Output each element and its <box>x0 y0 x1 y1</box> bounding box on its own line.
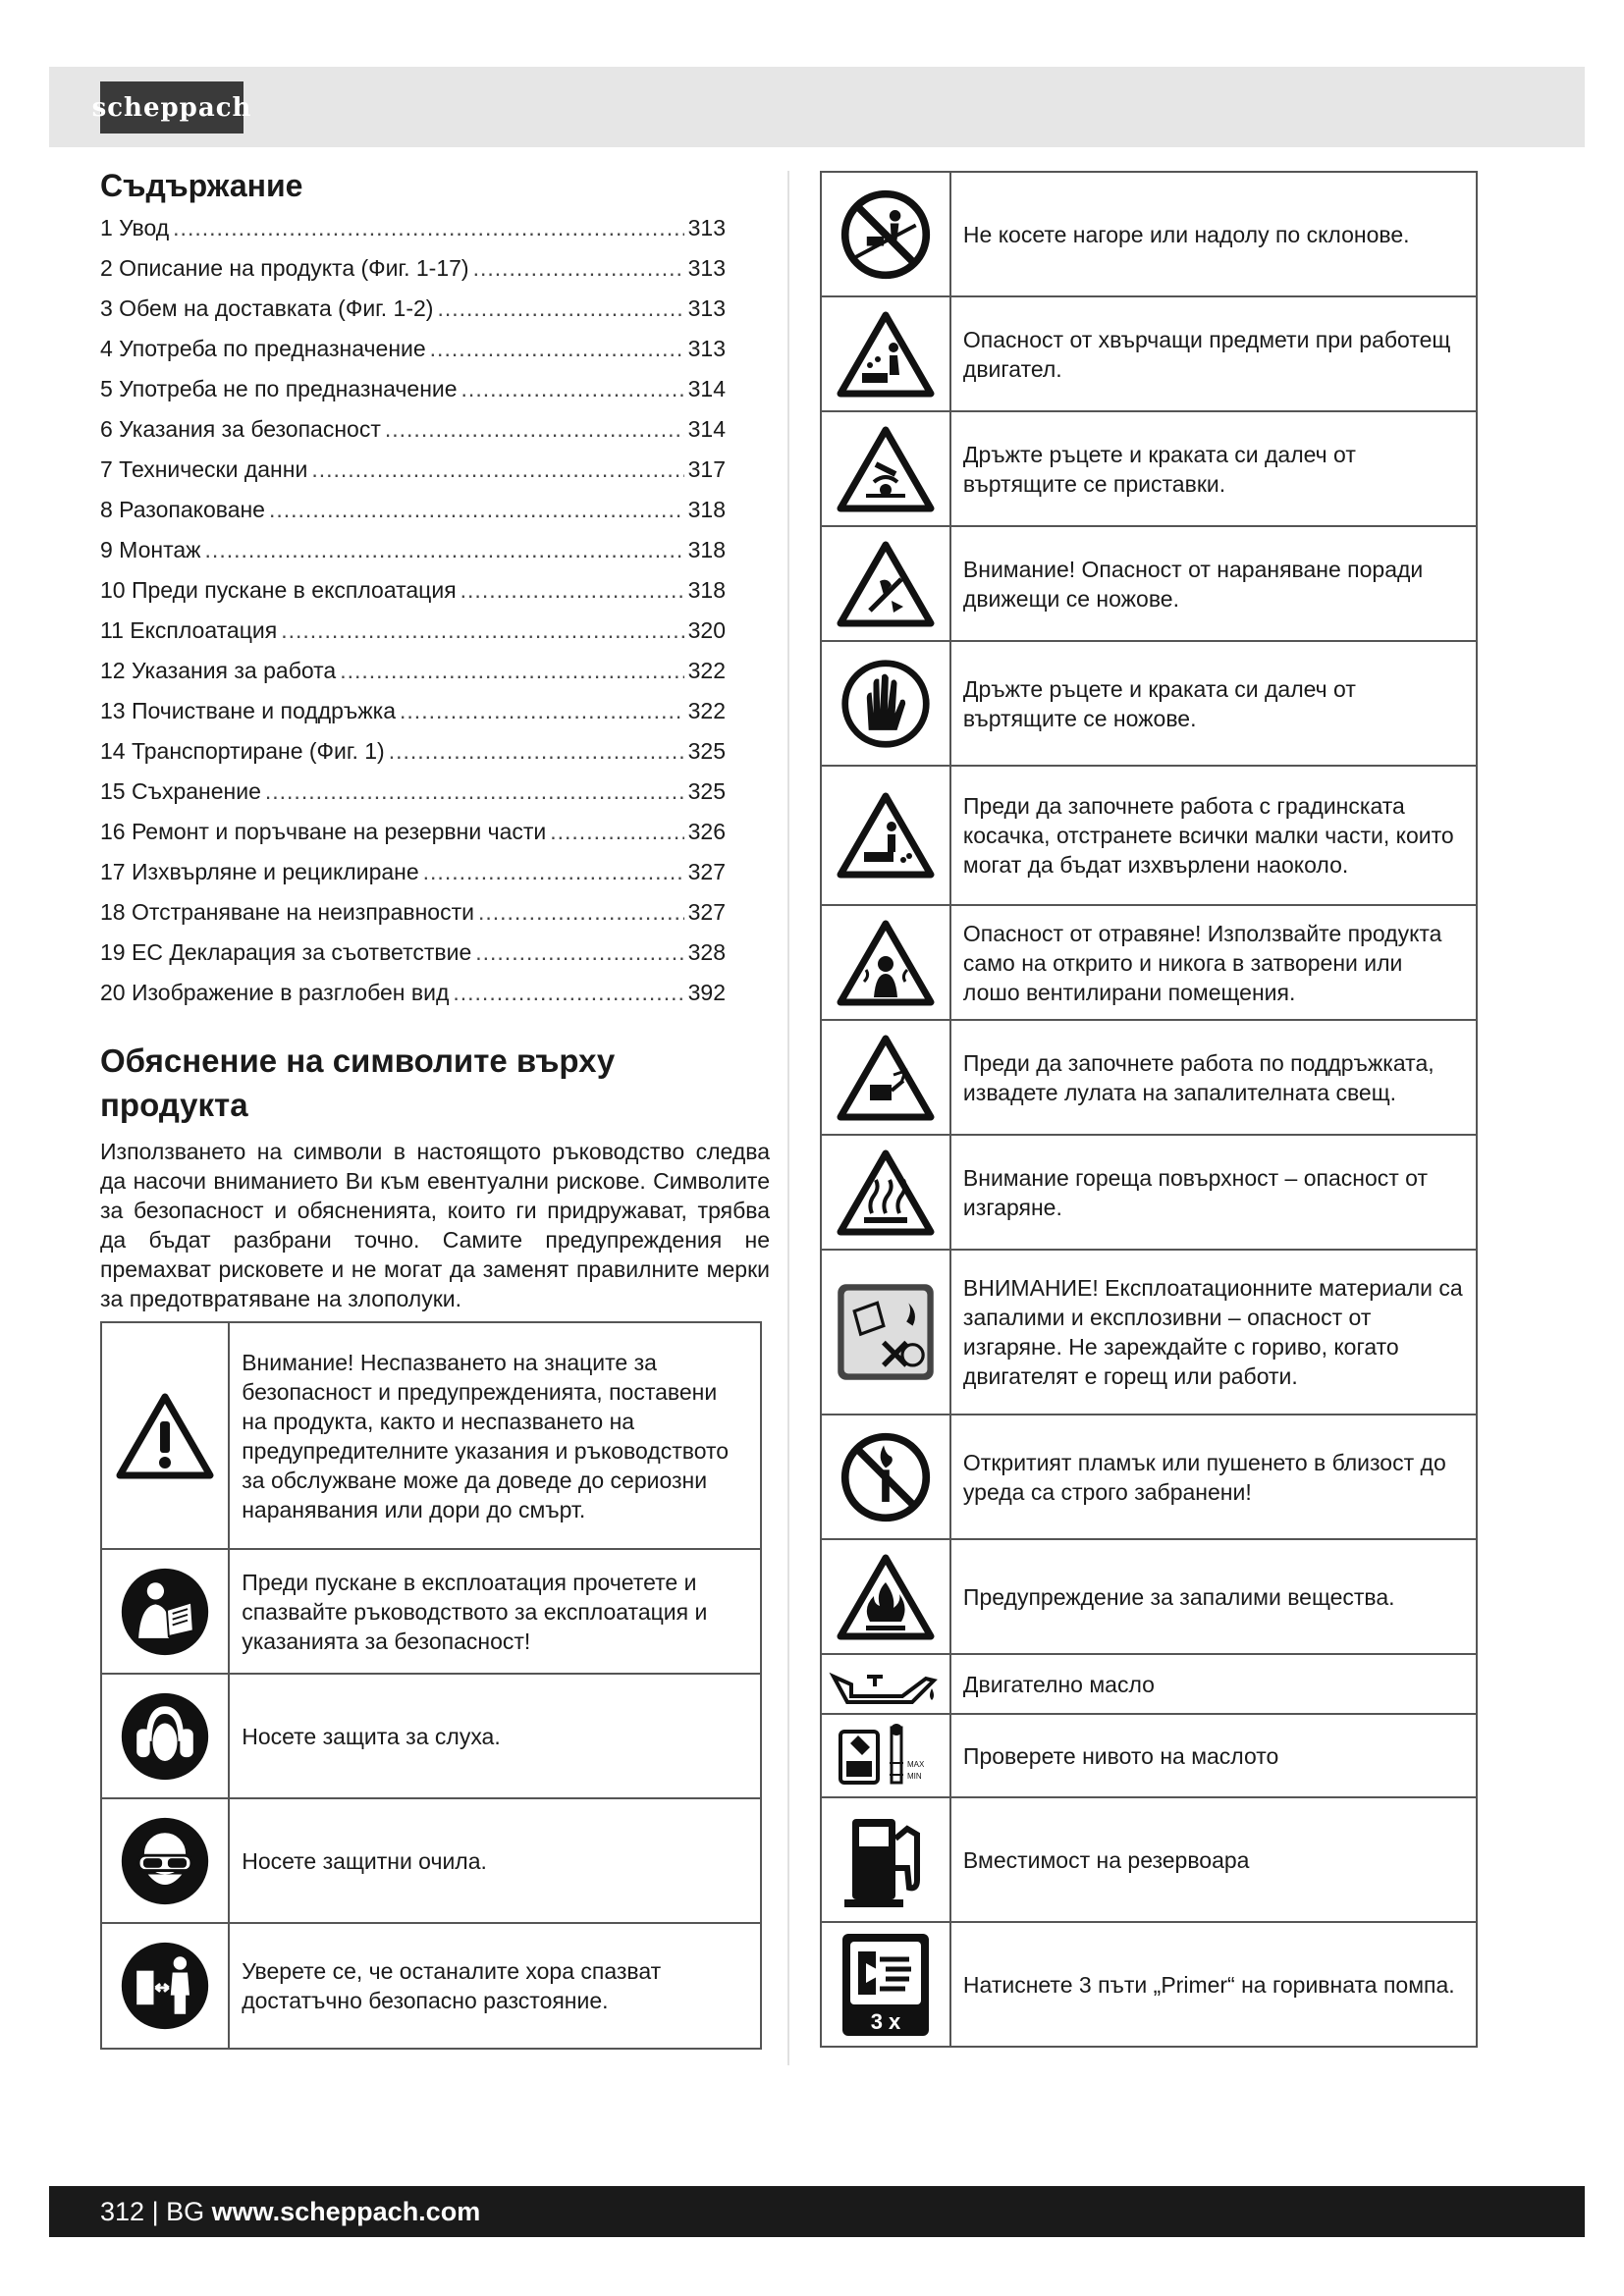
toc-leader-dots <box>475 933 683 973</box>
right-column <box>820 171 1478 2048</box>
toc-entry-label: 12 Указания за работа <box>100 658 337 683</box>
primer-icon <box>822 1930 949 2040</box>
symbol-description: Носете защита за слуха. <box>229 1674 761 1798</box>
symbols-intro: Използването на символи в настоящото ръководство следва да насочи вниманието Ви към евентуални рискове. Символите за безопасност и обясненията, които ги придружават, трябва да бъдат разбрани точно. Самите предупреждения не премахват рисковете и не могат да заменят правилните мерки за предотвратяване на злополуки. <box>100 1139 770 1311</box>
toc-entry-label: 6 Указания за безопасност <box>100 416 381 442</box>
toc-entry-label: 20 Изображение в разглобен вид <box>100 980 450 1005</box>
toc-entry-label: 10 Преди пускане в експлоатация <box>100 577 457 603</box>
symbol-icon-cell <box>101 1322 229 1549</box>
hot-surface-icon <box>822 1148 949 1237</box>
toc-entry-page: 325 <box>687 778 726 804</box>
symbol-icon-cell <box>101 1549 229 1674</box>
toc-entry-page: 318 <box>687 577 726 603</box>
symbol-row <box>821 1654 1477 1714</box>
symbol-icon-cell <box>821 766 950 905</box>
symbol-row <box>101 1674 761 1798</box>
symbol-icon-cell <box>101 1798 229 1923</box>
toc-leader-dots <box>205 530 684 570</box>
toc-entry-label: 1 Увод <box>100 215 170 240</box>
toc-entry-page: 313 <box>687 336 726 361</box>
toc-entry[interactable] <box>100 530 726 570</box>
toc-entry[interactable] <box>100 651 726 691</box>
symbol-icon-cell <box>821 526 950 641</box>
symbol-icon-cell <box>821 1654 950 1714</box>
symbol-row <box>821 1539 1477 1654</box>
flying-objects-icon <box>822 310 949 399</box>
toc-entry[interactable] <box>100 892 726 933</box>
toc-entry-page: 327 <box>687 899 726 925</box>
toc-leader-dots <box>437 289 683 329</box>
toc-entry[interactable] <box>100 731 726 772</box>
symbol-row <box>821 1250 1477 1415</box>
toc-entry[interactable] <box>100 772 726 812</box>
toc-entry[interactable] <box>100 933 726 973</box>
symbol-row <box>821 1714 1477 1797</box>
toc-entry-label: 17 Изхвърляне и рециклиране <box>100 859 419 884</box>
toc-leader-dots <box>281 611 683 651</box>
toc-entry-label: 3 Обем на доставката (Фиг. 1-2) <box>100 295 434 321</box>
hand-blades-icon <box>822 657 949 751</box>
symbol-row <box>101 1549 761 1674</box>
symbol-description: Внимание! Опасност от нараняване поради движещи се ножове. <box>950 526 1477 641</box>
symbol-row <box>101 1923 761 2049</box>
symbol-row <box>821 1135 1477 1250</box>
symbol-row <box>821 766 1477 905</box>
symbol-row <box>821 1797 1477 1922</box>
toc-entry[interactable] <box>100 812 726 852</box>
symbol-icon-cell <box>821 1415 950 1539</box>
symbol-row <box>821 411 1477 526</box>
symbol-description: Проверете нивото на маслото <box>950 1714 1477 1797</box>
symbol-icon-cell <box>821 1135 950 1250</box>
symbol-icon-cell <box>821 641 950 766</box>
toc-entry-page: 322 <box>687 658 726 683</box>
toc-entry-page: 325 <box>687 738 726 764</box>
toc-entry[interactable] <box>100 409 726 450</box>
symbol-description: Двигателно масло <box>950 1654 1477 1714</box>
toc-entry[interactable] <box>100 208 726 248</box>
toc-entry-label: 18 Отстраняване на неизправности <box>100 899 474 925</box>
fuel-pump-icon <box>822 1809 949 1911</box>
symbol-description: Преди да започнете работа по поддръжката, извадете лулата на запалителната свещ. <box>950 1020 1477 1135</box>
symbol-row <box>821 905 1477 1020</box>
symbol-description: Предупреждение за запалими вещества. <box>950 1539 1477 1654</box>
no-open-flame-icon <box>822 1430 949 1524</box>
symbol-icon-cell <box>101 1923 229 2049</box>
symbol-row <box>821 172 1477 296</box>
safety-glasses-icon <box>102 1814 228 1908</box>
symbol-description: Опасност от отравяне! Използвайте продукта само на открито и никога в затворени или лошо вентилирани помещения. <box>950 905 1477 1020</box>
toc-title: Съдържание <box>100 168 303 203</box>
toc-leader-dots <box>265 772 684 812</box>
symbol-description: Натиснете 3 пъти „Primer“ на горивната помпа. <box>950 1922 1477 2047</box>
left-column <box>100 167 770 2050</box>
symbol-icon-cell <box>101 1674 229 1798</box>
symbol-icon-cell <box>821 411 950 526</box>
toc-entry-page: 313 <box>687 215 726 240</box>
svg-text:MIN: MIN <box>906 1771 922 1781</box>
toc-entry-label: 15 Съхранение <box>100 778 261 804</box>
toc-leader-dots <box>550 812 683 852</box>
toc-entry-label: 8 Разопаковане <box>100 497 265 522</box>
toc-leader-dots <box>478 892 684 933</box>
symbol-description: Преди пускане в експлоатация прочетете и спазвайте ръководството за експлоатация и указанията за безопасност! <box>229 1549 761 1674</box>
symbol-description: Дръжте ръцете и краката си далеч от въртящите се ножове. <box>950 641 1477 766</box>
symbol-description: Внимание гореща повърхност – опасност от изгаряне. <box>950 1135 1477 1250</box>
symbol-description: Откритият пламък или пушенето в близост до уреда са строго забранени! <box>950 1415 1477 1539</box>
toc-entry-label: 4 Употреба по предназначение <box>100 336 426 361</box>
toc-entry-page: 313 <box>687 255 726 281</box>
toc-leader-dots <box>473 248 684 289</box>
toc-entry-page: 328 <box>687 939 726 965</box>
toc-entry-page: 314 <box>687 376 726 401</box>
symbol-row <box>821 1415 1477 1539</box>
toc-entry-page: 317 <box>687 456 726 482</box>
poisoning-icon <box>822 919 949 1007</box>
toc-entry[interactable] <box>100 973 726 1013</box>
symbol-description: Преди да започнете работа с градинската косачка, отстранете всички малки части, които могат да бъдат изхвърлени наоколо. <box>950 766 1477 905</box>
toc-entry-page: 318 <box>687 537 726 562</box>
toc-leader-dots <box>430 329 684 369</box>
toc-entry-label: 9 Монтаж <box>100 537 201 562</box>
toc-leader-dots <box>461 369 684 409</box>
toc-entry[interactable] <box>100 329 726 369</box>
symbol-row <box>821 526 1477 641</box>
no-slope-mowing-icon <box>822 187 949 282</box>
symbols-section-title: Обяснение на символите върху продукта <box>100 1042 616 1123</box>
toc-leader-dots <box>173 208 683 248</box>
toc-leader-dots <box>269 490 684 530</box>
symbol-icon-cell <box>821 296 950 411</box>
toc-leader-dots <box>453 973 683 1013</box>
symbol-icon-cell <box>821 1797 950 1922</box>
moving-blades-icon <box>822 540 949 628</box>
toc-entry-label: 19 ЕС Декларация за съответствие <box>100 939 472 965</box>
toc-entry[interactable] <box>100 691 726 731</box>
toc-leader-dots <box>423 852 684 892</box>
toc-entry[interactable] <box>100 450 726 490</box>
toc-leader-dots <box>385 409 684 450</box>
right-symbol-table <box>820 171 1478 2048</box>
symbol-description: ВНИМАНИЕ! Експлоатационните материали са запалими и експлозивни – опасност от изгаряне. Не зареждайте с гориво, когато двигателят е горещ или работи. <box>950 1250 1477 1415</box>
toc-leader-dots <box>311 450 683 490</box>
symbol-icon-cell <box>821 1922 950 2047</box>
toc-entry-label: 5 Употреба не по предназначение <box>100 376 458 401</box>
page-footer: 312 | BG www.scheppach.com <box>49 2186 1585 2237</box>
ear-protection-icon <box>102 1689 228 1784</box>
toc-leader-dots <box>340 651 683 691</box>
toc-entry[interactable] <box>100 852 726 892</box>
warning-triangle-icon <box>102 1392 228 1480</box>
symbol-description: Внимание! Неспазването на знаците за безопасност и предупрежденията, поставени на продукта, както и неспазването на предупредителните указания и ръководството за обслужване може да доведе до сериозни наранявания или дори до смърт. <box>229 1322 761 1549</box>
toc-entry[interactable] <box>100 248 726 289</box>
toc-entry[interactable] <box>100 289 726 329</box>
symbol-icon-cell <box>821 905 950 1020</box>
flammable-warning-icon <box>822 1553 949 1641</box>
toc-entry-page: 314 <box>687 416 726 442</box>
toc-entry-label: 2 Описание на продукта (Фиг. 1-17) <box>100 255 469 281</box>
spark-plug-icon <box>822 1034 949 1122</box>
toc-entry-page: 320 <box>687 617 726 643</box>
toc-leader-dots <box>389 731 684 772</box>
table-of-contents <box>100 208 762 1013</box>
toc-entry-label: 16 Ремонт и поръчване на резервни части <box>100 819 547 844</box>
symbol-description: Уверете се, че останалите хора спазват достатъчно безопасно разстояние. <box>229 1923 761 2049</box>
oil-level-icon <box>822 1722 949 1790</box>
page-number: 312 <box>100 2197 145 2226</box>
left-symbol-table <box>100 1321 762 2050</box>
toc-entry[interactable] <box>100 369 726 409</box>
symbol-icon-cell <box>821 1714 950 1797</box>
toc-entry-page: 318 <box>687 497 726 522</box>
svg-text:MAX: MAX <box>906 1759 925 1769</box>
toc-entry-label: 13 Почистване и поддръжка <box>100 698 397 723</box>
symbol-description: Носете защитни очила. <box>229 1798 761 1923</box>
safe-distance-icon <box>102 1939 228 2033</box>
symbol-row <box>101 1798 761 1923</box>
symbol-icon-cell <box>821 172 950 296</box>
toc-entry-page: 313 <box>687 295 726 321</box>
symbol-row <box>101 1322 761 1549</box>
symbol-description: Дръжте ръцете и краката си далеч от въртящите се приставки. <box>950 411 1477 526</box>
toc-entry-page: 322 <box>687 698 726 723</box>
toc-entry-label: 11 Експлоатация <box>100 617 278 643</box>
website-link[interactable]: www.scheppach.com <box>211 2197 481 2226</box>
symbol-icon-cell <box>821 1539 950 1654</box>
toc-entry-label: 14 Транспортиране (Фиг. 1) <box>100 738 385 764</box>
symbol-icon-cell <box>821 1020 950 1135</box>
column-divider <box>787 171 789 2065</box>
toc-entry[interactable] <box>100 490 726 530</box>
toc-entry-label: 7 Технически данни <box>100 456 308 482</box>
remove-objects-icon <box>822 791 949 880</box>
toc-leader-dots <box>460 570 684 611</box>
flammable-fuel-icon <box>822 1280 949 1384</box>
scheppach-logo: scheppach <box>100 81 244 133</box>
toc-entry-page: 327 <box>687 859 726 884</box>
read-manual-icon <box>102 1565 228 1659</box>
language-code: BG <box>166 2197 205 2226</box>
symbol-row <box>821 1922 1477 2047</box>
symbol-description: Не косете нагоре или надолу по склонове. <box>950 172 1477 296</box>
engine-oil-icon <box>822 1663 949 1706</box>
toc-leader-dots <box>400 691 684 731</box>
toc-entry-page: 392 <box>687 980 726 1005</box>
toc-entry-page: 326 <box>687 819 726 844</box>
page-header <box>49 67 1585 147</box>
toc-entry[interactable] <box>100 570 726 611</box>
symbol-description: Вместимост на резервоара <box>950 1797 1477 1922</box>
symbol-row <box>821 296 1477 411</box>
symbol-row <box>821 641 1477 766</box>
symbol-row <box>821 1020 1477 1135</box>
rotating-attachments-icon <box>822 425 949 513</box>
svg-text:3 x: 3 x <box>870 2008 901 2034</box>
symbol-description: Опасност от хвърчащи предмети при работещ двигател. <box>950 296 1477 411</box>
symbol-icon-cell <box>821 1250 950 1415</box>
toc-entry[interactable] <box>100 611 726 651</box>
